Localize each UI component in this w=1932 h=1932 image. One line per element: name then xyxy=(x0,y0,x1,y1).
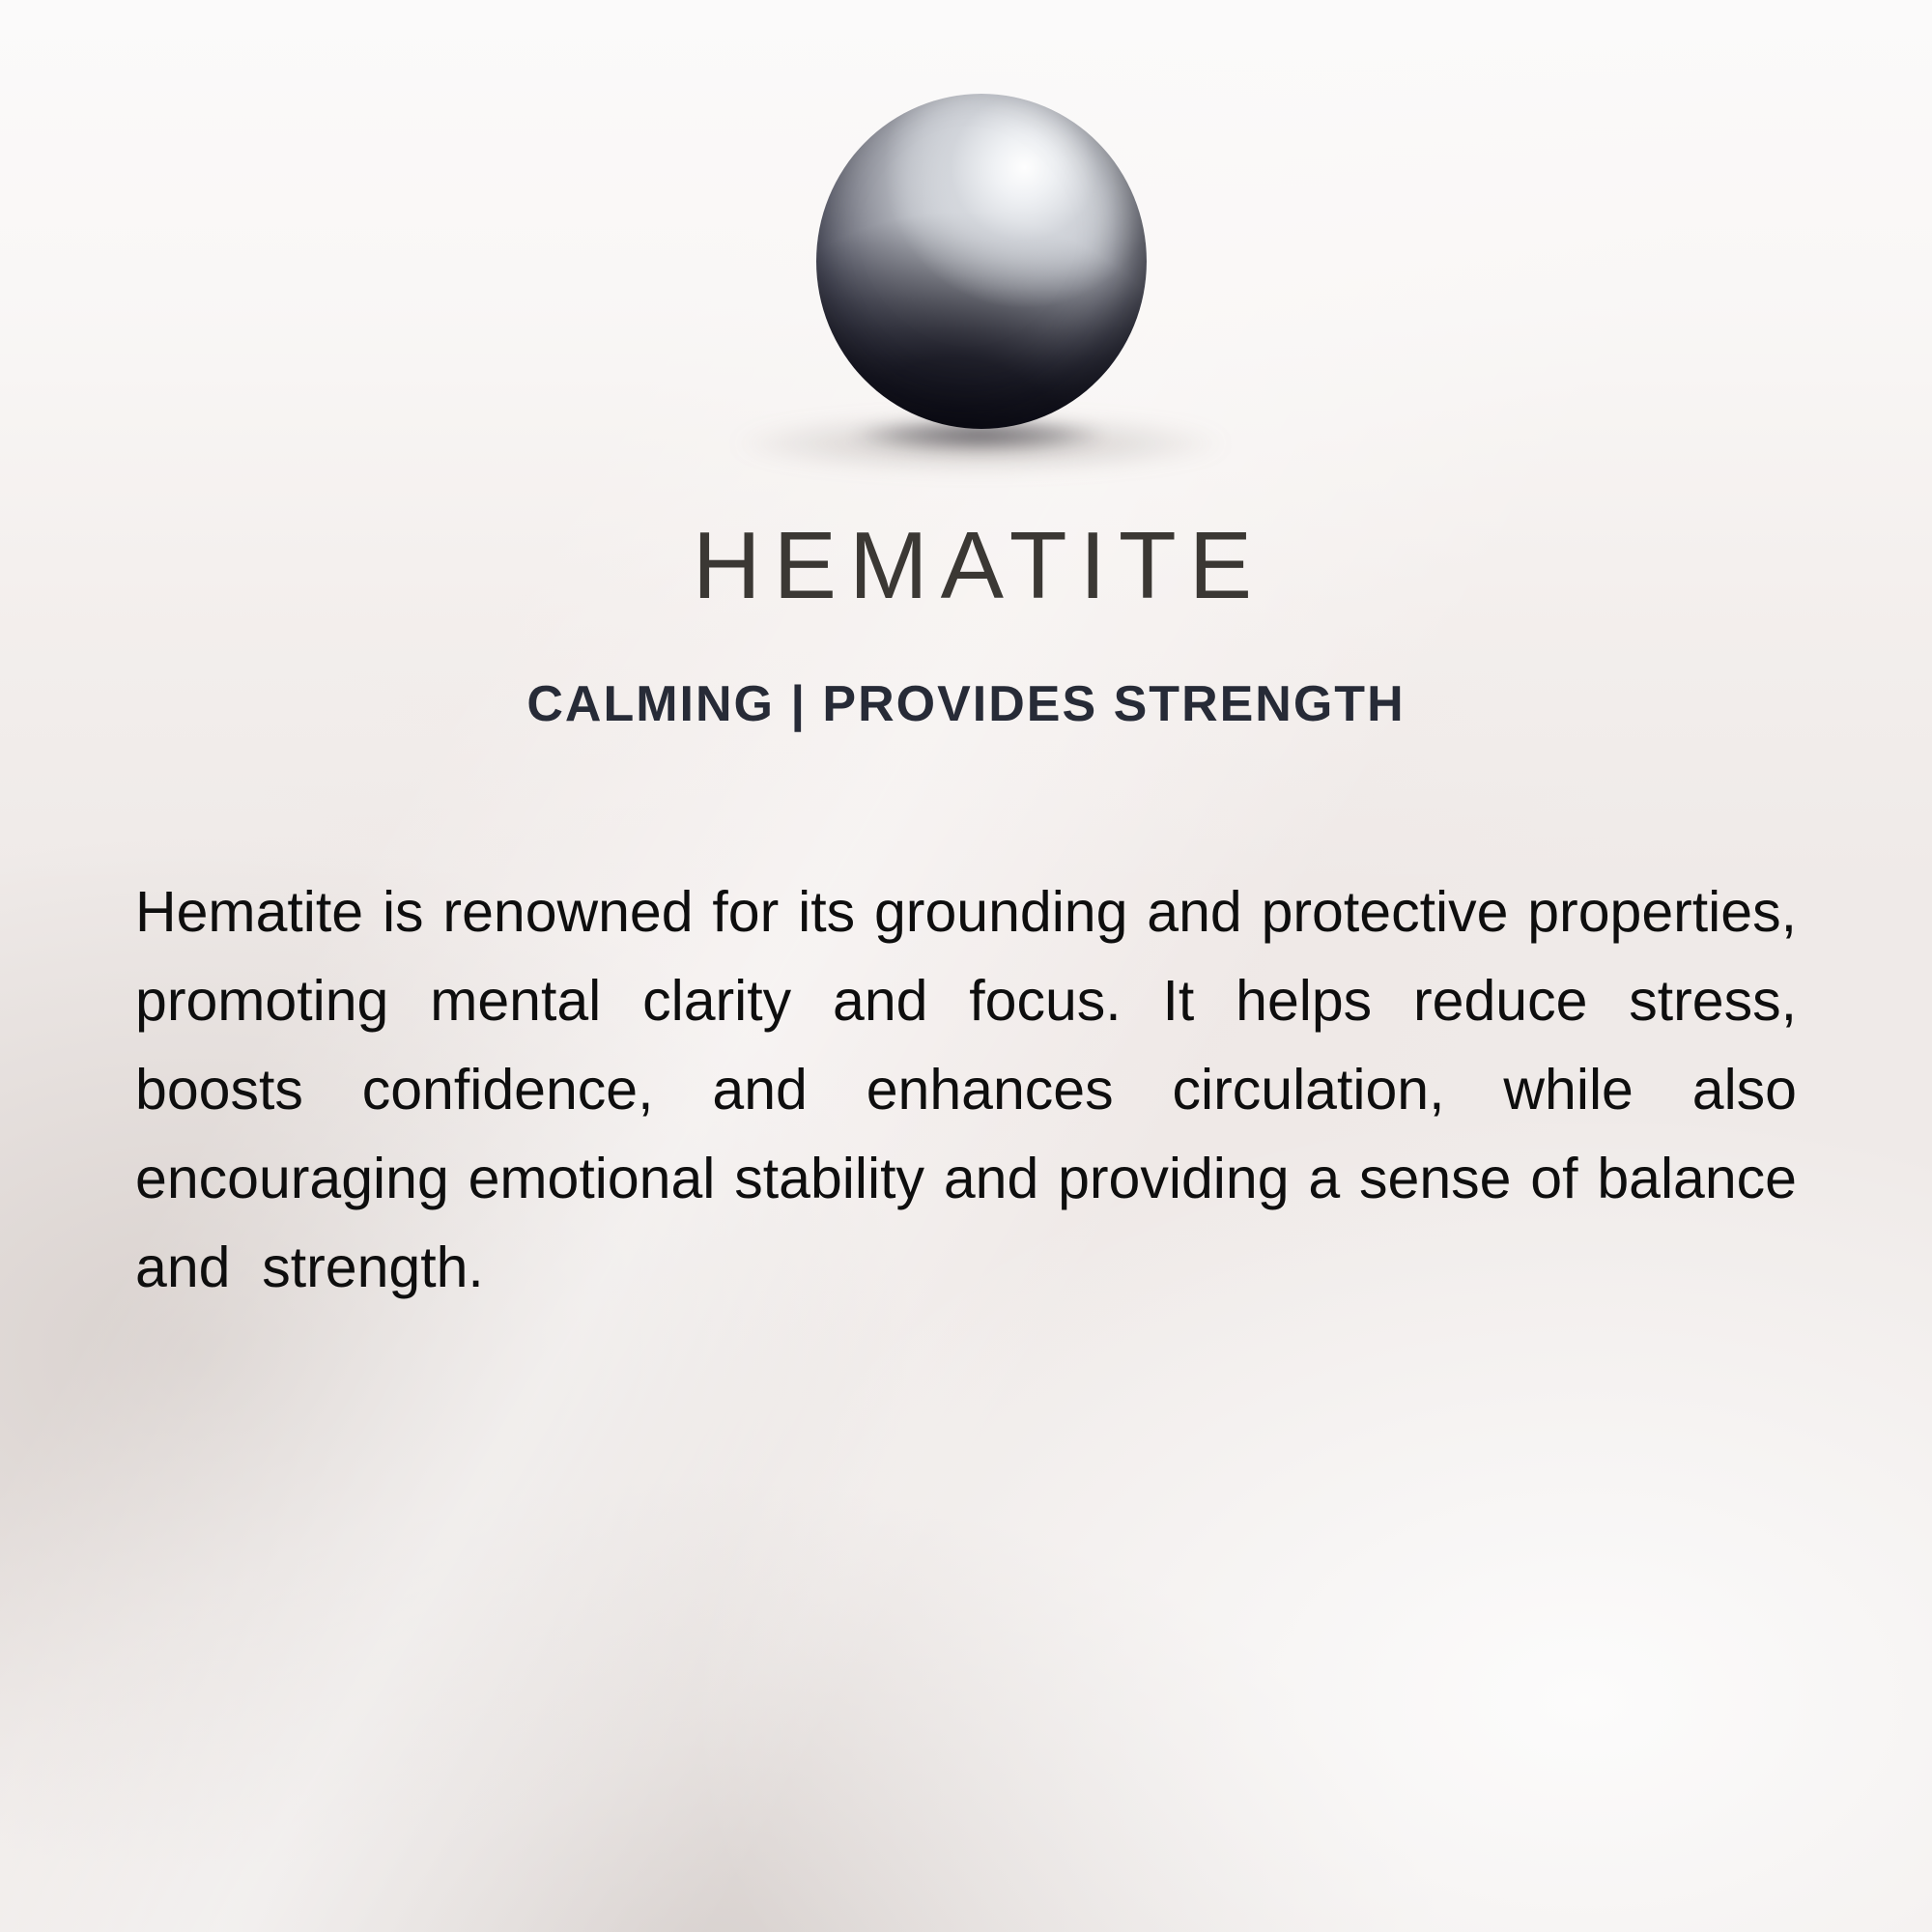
tagline: CALMING | PROVIDES STRENGTH xyxy=(526,676,1406,732)
description-line: and strength. xyxy=(135,1236,484,1299)
page-title: HEMATITE xyxy=(692,512,1265,618)
description-line: promoting mental clarity and focus. It helps reduce stress, xyxy=(135,969,1797,1033)
hematite-stone-image xyxy=(816,94,1147,429)
description-line: boosts confidence, and enhances circulation, while also xyxy=(135,1058,1797,1122)
description-line: Hematite is renowned for its grounding and protective properties, xyxy=(135,880,1797,944)
description-line: encouraging emotional stability and providing a sense of balance xyxy=(135,1147,1797,1210)
description-paragraph xyxy=(135,867,1797,1312)
